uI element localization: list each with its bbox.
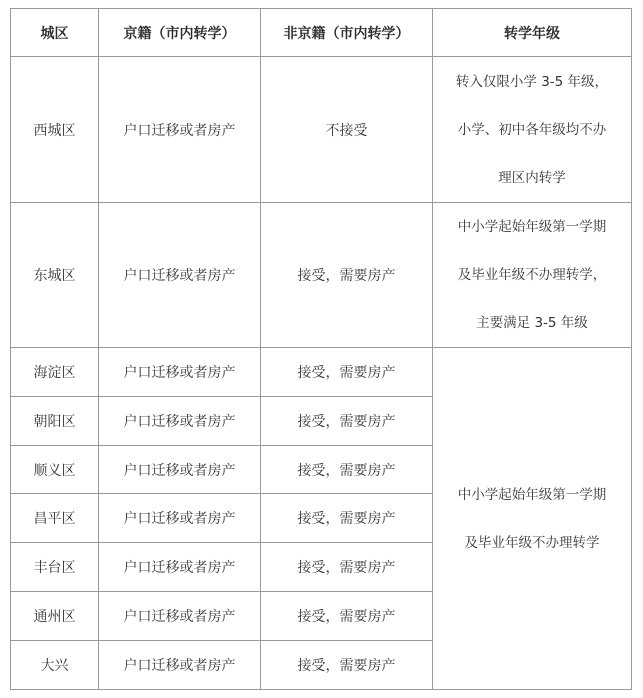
district-cell: 通州区 bbox=[11, 592, 99, 641]
table-header-row bbox=[11, 9, 632, 57]
table-row bbox=[11, 348, 632, 397]
non-beijing-requirement-cell: 接受，需要房产 bbox=[261, 348, 433, 397]
grade-note-others bbox=[433, 348, 632, 690]
district-cell: 昌平区 bbox=[11, 494, 99, 543]
non-beijing-requirement-cell: 接受，需要房产 bbox=[261, 397, 433, 446]
district-cell: 丰台区 bbox=[11, 543, 99, 592]
non-beijing-requirement-cell: 接受，需要房产 bbox=[261, 543, 433, 592]
grade-note-line: 及毕业年级不办理转学， bbox=[457, 267, 607, 283]
beijing-requirement-cell: 户口迁移或者房产 bbox=[99, 494, 261, 543]
grade-note-line: 中小学起始年级第一学期 bbox=[457, 486, 607, 503]
non-beijing-requirement-cell: 接受，需要房产 bbox=[261, 641, 433, 690]
non-beijing-requirement-cell: 不接受 bbox=[261, 57, 433, 203]
grade-note-line: 转入仅限小学 3-5 年级， bbox=[455, 73, 609, 90]
beijing-requirement-cell: 户口迁移或者房产 bbox=[99, 397, 261, 446]
non-beijing-requirement-cell: 接受，需要房产 bbox=[261, 203, 433, 348]
district-cell: 海淀区 bbox=[11, 348, 99, 397]
non-beijing-requirement-cell: 接受，需要房产 bbox=[261, 494, 433, 543]
district-cell: 东城区 bbox=[11, 203, 99, 348]
grade-note-line: 中小学起始年级第一学期 bbox=[457, 219, 607, 235]
table-row bbox=[11, 203, 632, 348]
table-row bbox=[11, 57, 632, 203]
grade-note-line: 小学、初中各年级均不办 bbox=[457, 121, 607, 138]
beijing-requirement-cell: 户口迁移或者房产 bbox=[99, 348, 261, 397]
grade-note-dongcheng bbox=[433, 203, 632, 348]
transfer-policy-table bbox=[10, 8, 632, 690]
grade-note-line: 及毕业年级不办理转学 bbox=[464, 534, 600, 551]
header-transfer-grade: 转学年级 bbox=[433, 9, 632, 57]
grade-note-line: 理区内转学 bbox=[498, 169, 566, 186]
non-beijing-requirement-cell: 接受，需要房产 bbox=[261, 592, 433, 641]
beijing-requirement-cell: 户口迁移或者房产 bbox=[99, 57, 261, 203]
district-cell: 朝阳区 bbox=[11, 397, 99, 446]
header-beijing-hukou: 京籍（市内转学） bbox=[99, 9, 261, 57]
beijing-requirement-cell: 户口迁移或者房产 bbox=[99, 641, 261, 690]
grade-note-xicheng bbox=[433, 57, 632, 203]
beijing-requirement-cell: 户口迁移或者房产 bbox=[99, 446, 261, 494]
header-non-beijing-hukou: 非京籍（市内转学） bbox=[261, 9, 433, 57]
district-cell: 顺义区 bbox=[11, 446, 99, 494]
grade-note-line: 主要满足 3-5 年级 bbox=[476, 315, 588, 331]
district-cell: 大兴 bbox=[11, 641, 99, 690]
beijing-requirement-cell: 户口迁移或者房产 bbox=[99, 203, 261, 348]
header-district: 城区 bbox=[11, 9, 99, 57]
district-cell: 西城区 bbox=[11, 57, 99, 203]
beijing-requirement-cell: 户口迁移或者房产 bbox=[99, 592, 261, 641]
beijing-requirement-cell: 户口迁移或者房产 bbox=[99, 543, 261, 592]
non-beijing-requirement-cell: 接受，需要房产 bbox=[261, 446, 433, 494]
